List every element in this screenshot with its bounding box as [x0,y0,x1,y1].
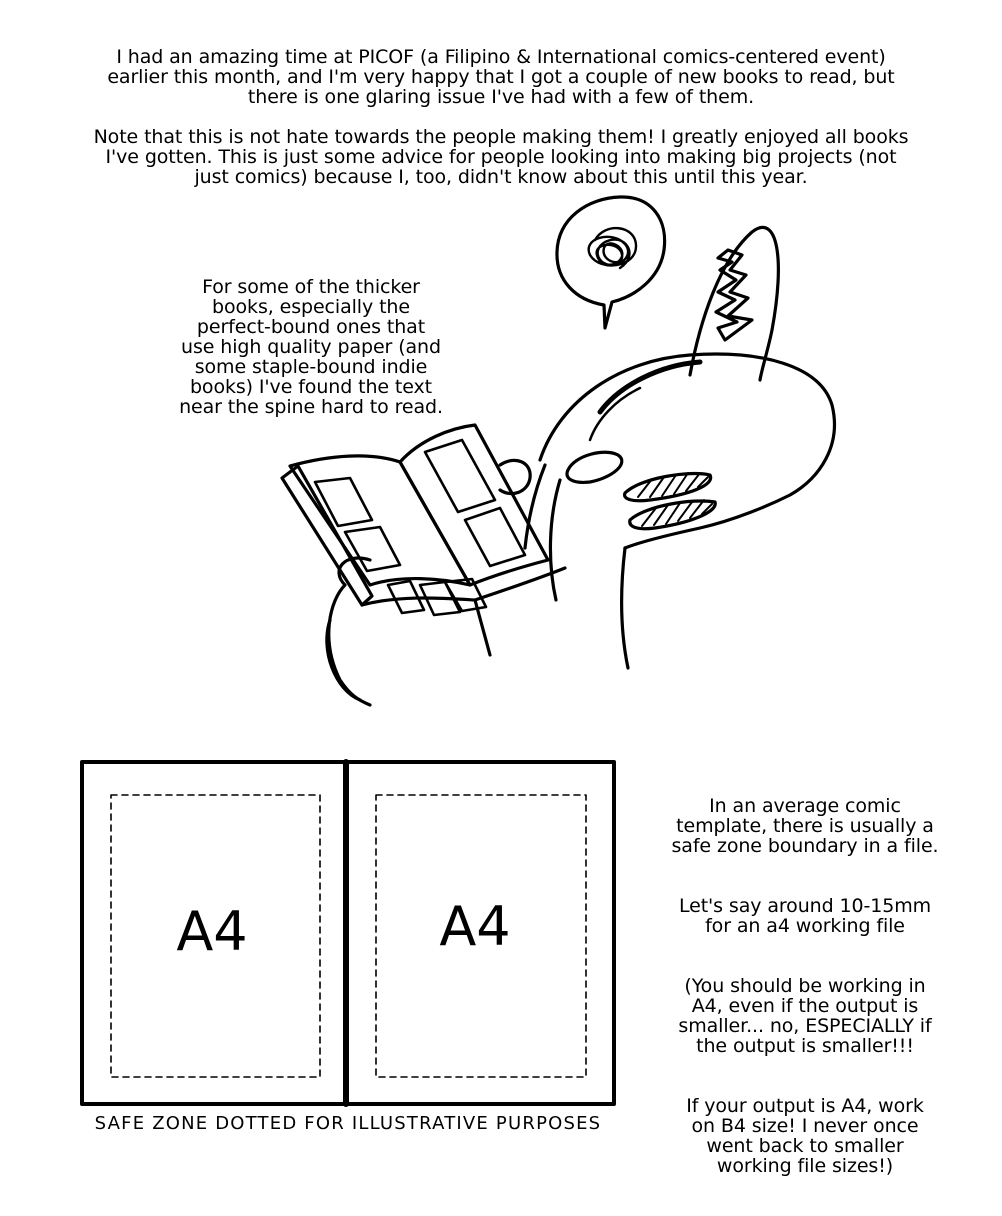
side-note-4: If your output is A4, work on B4 size! I never once went back to smaller working file sizes!) [686,1095,924,1177]
intro-paragraph-2: Note that this is not hate towards the people making them! I greatly enjoyed all books I've gotten. This is just some advice for people looking into making big projects (not just comics) because I, too, didn't know about this until this year. [93,126,909,188]
page-spread-diagram [82,762,614,1104]
rabbit-head [540,354,834,548]
side-note-2: Let's say around 10-15mm for an a4 working file [678,895,932,937]
side-note-3: (You should be working in A4, even if the output is smaller... no, ESPECIALLY if the output is smaller!!! [678,975,932,1057]
diagram-caption: SAFE ZONE DOTTED FOR ILLUSTRATIVE PURPOSES [94,1113,602,1134]
rabbit-body [525,465,628,668]
thick-books-text: For some of the thicker books, especially the perfect-bound ones that use high quality paper (and some staple-bound indie books) I've found the text near the spine hard to read. [179,276,443,418]
open-book-icon [282,425,565,655]
intro-paragraph-1: I had an amazing time at PICOF (a Filipino & International comics-centered event) earlier this month, and I'm very happy that I got a couple of new books to read, but there is one glaring issue I've had with a few of them. [107,46,895,108]
thought-bubble-icon [557,197,665,328]
right-page-label: A4 [439,895,511,958]
side-notes [655,776,955,1216]
left-page-label: A4 [176,900,248,963]
side-note-1: In an average comic template, there is usually a safe zone boundary in a file. [671,795,939,857]
